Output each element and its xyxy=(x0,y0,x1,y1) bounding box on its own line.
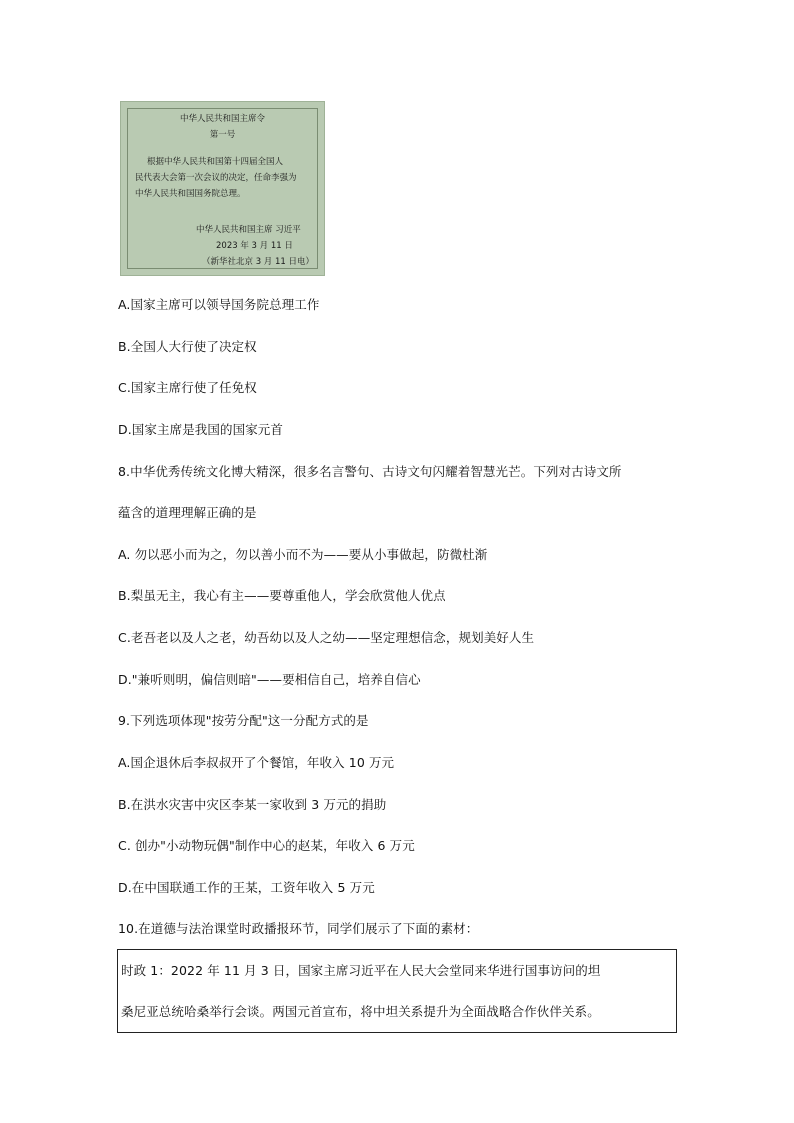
q9-option-b: B.在洪水灾害中灾区李某一家收到 3 万元的捐助 xyxy=(118,797,387,812)
q8-option-c: C.老吾老以及人之老，幼吾幼以及人之幼——坚定理想信念，规划美好人生 xyxy=(118,630,535,645)
q8-option-d: D."兼听则明，偏信则暗"——要相信自己，培养自信心 xyxy=(118,672,421,687)
decree-title: 中华人民共和国主席令 xyxy=(179,114,265,124)
q7-option-d: D.国家主席是我国的国家元首 xyxy=(118,422,283,437)
q9-stem: 9.下列选项体现"按劳分配"这一分配方式的是 xyxy=(118,713,369,728)
decree-body-line: 中华人民共和国国务院总理。 xyxy=(135,189,246,199)
q9-option-c: C. 创办"小动物玩偶"制作中心的赵某，年收入 6 万元 xyxy=(118,838,415,853)
decree-frame xyxy=(127,108,318,269)
q8-stem: 8.中华优秀传统文化博大精深，很多名言警句、古诗文句闪耀着智慧光芒。下列对古诗文所 xyxy=(118,464,622,479)
decree-body-line: 根据中华人民共和国第十四届全国人 xyxy=(147,157,284,167)
q7-option-a: A.国家主席可以领导国务院总理工作 xyxy=(118,297,320,312)
decree-image xyxy=(120,101,325,276)
material-box xyxy=(117,949,677,1033)
q9-option-a: A.国企退休后李叔叔开了个餐馆，年收入 10 万元 xyxy=(118,755,395,770)
material-line: 桑尼亚总统哈桑举行会谈。两国元首宣布，将中坦关系提升为全面战略合作伙伴关系。 xyxy=(121,1004,600,1019)
q8-stem-continued: 蕴含的道理理解正确的是 xyxy=(118,505,257,520)
material-line: 时政 1：2022 年 11 月 3 日，国家主席习近平在人民大会堂同来华进行国事访问的坦 xyxy=(121,963,601,978)
q9-option-d: D.在中国联通工作的王某，工资年收入 5 万元 xyxy=(118,880,375,895)
q7-option-c: C.国家主席行使了任免权 xyxy=(118,380,257,395)
q10-stem: 10.在道德与法治课堂时政播报环节，同学们展示了下面的素材： xyxy=(118,921,479,936)
q7-option-b: B.全国人大行使了决定权 xyxy=(118,339,257,354)
decree-body-line: 民代表大会第一次会议的决定，任命李强为 xyxy=(135,173,297,183)
decree-source: （新华社北京 3 月 11 日电） xyxy=(202,257,315,267)
decree-date: 2023 年 3 月 11 日 xyxy=(216,241,293,251)
q8-option-a: A. 勿以恶小而为之，勿以善小而不为——要从小事做起，防微杜渐 xyxy=(118,547,488,562)
decree-number: 第一号 xyxy=(209,130,236,140)
q8-option-b: B.梨虽无主，我心有主——要尊重他人，学会欣赏他人优点 xyxy=(118,588,446,603)
decree-signer: 中华人民共和国主席 习近平 xyxy=(196,225,301,235)
